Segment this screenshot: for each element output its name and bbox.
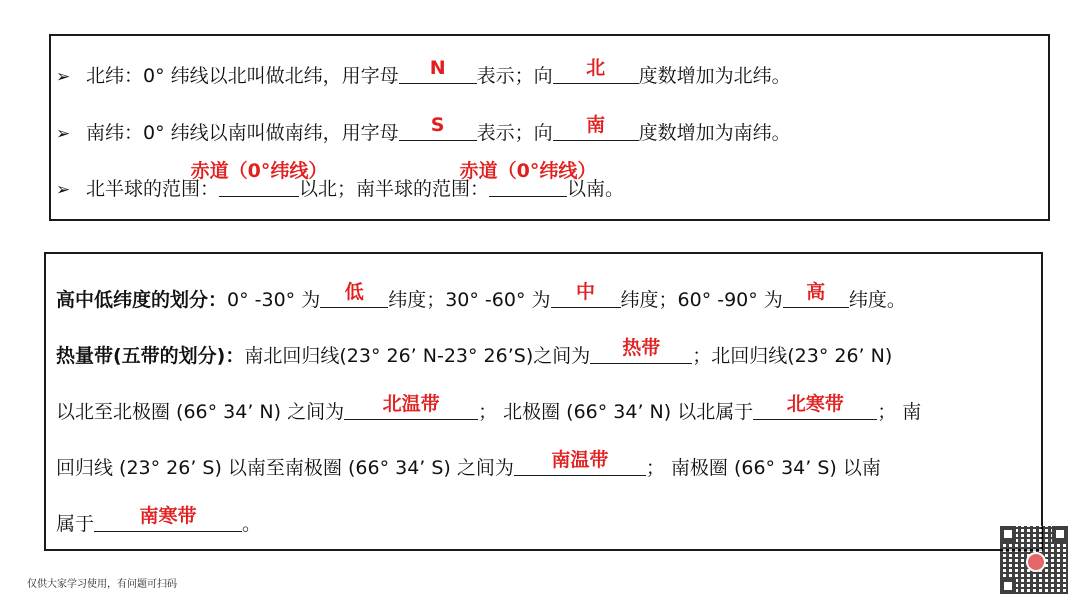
fill-blank [553,57,639,84]
fill-blank [320,281,388,308]
fill-blank [399,114,477,141]
line-heat-zones-2 [56,393,922,424]
answer-text: 低 [344,281,364,303]
text: ；北回归线(23° 26’ N) [692,345,893,367]
answer-text: 赤道（0°纬线） [190,160,328,182]
text: 度数增加为北纬。 [638,65,791,87]
text: 。 [242,513,262,535]
answer-text: N [429,57,446,79]
text: 北半球的范围： [86,178,220,200]
answer-text: 北寒带 [786,393,844,415]
answer-text: 南 [586,114,606,136]
answer-text: 中 [576,281,596,303]
section-label: 热量带(五带的划分)： [56,345,245,367]
fill-blank [753,393,877,420]
text: ； 南极圈 (66° 34’ S) 以南 [645,457,881,479]
line-hemisphere-range [56,160,625,202]
text: 以南。 [567,178,625,200]
section-label: 高中低纬度的划分： [56,289,228,311]
text: 表示；向 [476,65,553,87]
answer-text: 高 [806,281,826,303]
line-heat-zones-3 [56,449,881,480]
text: 纬度。 [848,289,906,311]
line-south-latitude [56,114,791,146]
line-heat-zones-4 [56,505,262,536]
answer-text: 南寒带 [139,505,197,527]
text: ； 北极圈 (66° 34’ N) 以北属于 [478,401,754,423]
text: ； 南 [877,401,922,423]
qr-code-icon[interactable] [1000,526,1068,594]
text: 南纬：0° 纬线以南叫做南纬，用字母 [86,122,399,144]
text: 表示；向 [476,122,553,144]
fill-blank [553,114,639,141]
text: 回归线 (23° 26’ S) 以南至南极圈 (66° 34’ S) 之间为 [56,457,514,479]
text: 以北；南半球的范围： [299,178,490,200]
text: 度数增加为南纬。 [638,122,791,144]
text: 纬度；30° -60° 为 [388,289,551,311]
fill-blank [190,160,328,197]
bullet-arrow-icon: ➢ [56,67,71,87]
bullet-arrow-icon: ➢ [56,180,71,200]
footer-note: 仅供大家学习使用，有问题可扫码 [27,579,177,590]
text: 0° -30° 为 [227,289,321,311]
text: 南北回归线(23° 26’ N-23° 26’S)之间为 [244,345,591,367]
fill-blank [514,449,646,476]
answer-text: 北 [586,57,606,79]
fill-blank [590,337,692,364]
answer-text: S [430,114,445,136]
bullet-arrow-icon: ➢ [56,124,71,144]
line-latitude-division [56,281,906,312]
answer-text: 北温带 [382,393,440,415]
fill-blank [783,281,849,308]
line-heat-zones-1 [56,337,893,368]
text: 以北至北极圈 (66° 34’ N) 之间为 [56,401,345,423]
text: 属于 [56,513,95,535]
line-north-latitude [56,57,791,89]
fill-blank [459,160,597,197]
fill-blank [399,57,477,84]
fill-blank [94,505,242,532]
answer-text: 赤道（0°纬线） [459,160,597,182]
text: 纬度；60° -90° 为 [620,289,783,311]
answer-text: 南温带 [551,449,609,471]
answer-text: 热带 [622,337,661,359]
fill-blank [551,281,621,308]
text: 北纬：0° 纬线以北叫做北纬，用字母 [86,65,399,87]
fill-blank [344,393,478,420]
